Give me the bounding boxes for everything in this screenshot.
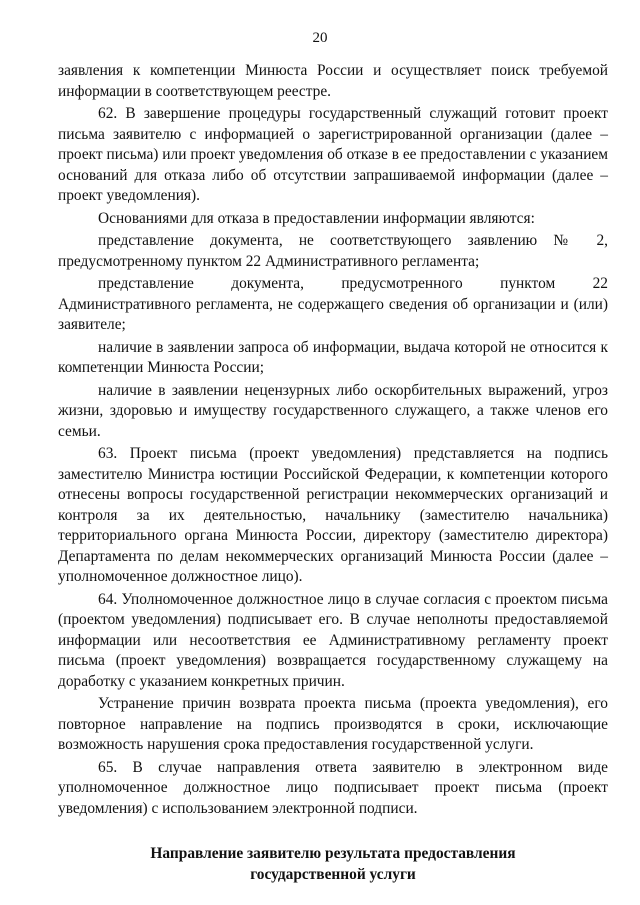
paragraph-refusal-ground-2: представление документа, предусмотренного пунктом 22 Административного регламента, не содержащего сведения об организации и (или) заявителе; [58, 275, 608, 333]
section-heading [58, 843, 608, 885]
document-body [58, 61, 608, 885]
paragraph-refusal-ground-1: представление документа, не соответствующего заявлению № 2, предусмотренному пунктом 22 Административного регламента; [58, 232, 608, 270]
paragraph-64: 64. Уполномоченное должностное лицо в случае согласия с проектом письма (проектом уведомления) подписывает его. В случае неполноты предоставляемой информации или несоответствия ее Административному регламенту проект письма (проект уведомления) возвращается государственному служащему на доработку с указанием конкретных причин. [58, 590, 608, 690]
paragraph-65: 65. В случае направления ответа заявителю в электронном виде уполномоченное должностное лицо подписывает проект письма (проект уведомления) с использованием электронной подписи. [58, 758, 608, 817]
paragraph-63: 63. Проект письма (проект уведомления) представляется на подпись заместителю Министра юстиции Российской Федерации, к компетенции которого отнесены вопросы государственной регистрации некоммерческих организаций и контроля за их деятельностью, начальнику (заместителю начальника) территориального органа Минюста России, директору (заместителю директора) Департамента по делам некоммерческих организаций Минюста России (далее – уполномоченное должностное лицо). [58, 445, 608, 585]
paragraph-refusal-ground-4: наличие в заявлении нецензурных либо оскорбительных выражений, угроз жизни, здоровью и имуществу государственного служащего, а также членов его семьи. [58, 381, 608, 440]
section-heading-line-1: Направление заявителю результата предоставления [150, 845, 516, 862]
paragraph-refusal-ground-3: наличие в заявлении запроса об информации, выдача которой не относится к компетенции Минюста России; [58, 338, 608, 376]
paragraph-continuation: заявления к компетенции Минюста России и осуществляет поиск требуемой информации в соответствующем реестре. [58, 62, 608, 100]
page-number: 20 [312, 30, 328, 46]
section-heading-line-2: государственной услуги [250, 866, 416, 883]
paragraph-refusal-grounds-intro: Основаниями для отказа в предоставлении информации являются: [98, 209, 535, 227]
paragraph-64-continued: Устранение причин возврата проекта письма (проекта уведомления), его повторное направление на подпись производятся в сроки, исключающие возможность нарушения срока предоставления государственной услуги. [58, 695, 608, 753]
paragraph-62: 62. В завершение процедуры государственный служащий готовит проект письма заявителю с информацией о зарегистрированной организации (далее – проект письма) или проект уведомления об отказе в ее предоставлении с указанием оснований для отказа либо об отсутствии запрашиваемой информации (далее – проект уведомления). [58, 105, 608, 204]
